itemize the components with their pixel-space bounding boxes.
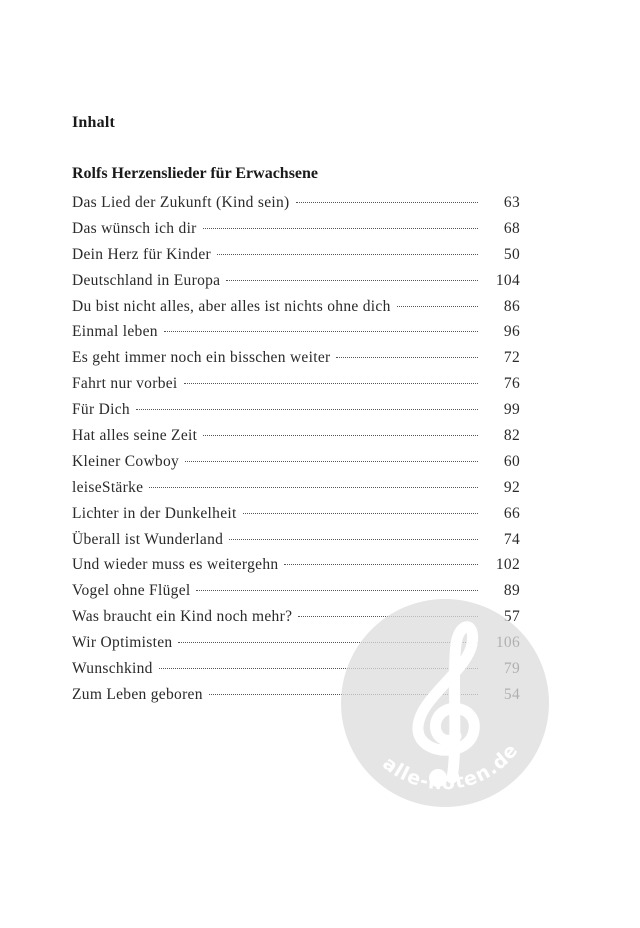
toc-entry-page: 102: [495, 556, 520, 574]
section-title: Rolfs Herzenslieder für Erwachsene: [72, 165, 319, 182]
toc-entry: [72, 552, 520, 578]
dot-leader: [284, 564, 478, 565]
dot-leader: [226, 280, 478, 281]
dot-leader: [296, 202, 478, 203]
toc-entry-title: Vogel ohne Flügel: [72, 582, 191, 600]
dot-leader: [229, 539, 478, 540]
dot-leader: [203, 435, 478, 436]
toc-entry-title: Einmal leben: [72, 323, 158, 341]
toc-entry-page: 96: [503, 323, 520, 341]
dot-leader: [203, 228, 478, 229]
dot-leader: [243, 513, 478, 514]
toc-entry-title: Deutschland in Europa: [72, 271, 221, 289]
toc-entry-page: 99: [503, 401, 520, 419]
toc-entry-page: 89: [503, 582, 520, 600]
toc-entry: [72, 371, 520, 397]
toc-entry: [72, 294, 520, 320]
toc-entry-page: 50: [503, 245, 520, 263]
toc-entry-title: Du bist nicht alles, aber alles ist nichts ohne dich: [72, 297, 391, 315]
toc-entry-page: 74: [503, 530, 520, 548]
toc-entry-title: Was braucht ein Kind noch mehr?: [72, 608, 293, 626]
toc-entry-page: 63: [503, 194, 520, 211]
toc-entry-page: 57: [503, 608, 520, 626]
toc-entry: [72, 397, 520, 423]
dot-leader: [149, 487, 478, 488]
toc-entry: [72, 449, 520, 475]
toc-entry-title: leiseStärke: [72, 478, 144, 496]
toc-entry-title: Überall ist Wunderland: [72, 530, 224, 548]
page-title: Inhalt: [72, 114, 115, 131]
toc-entry-title: Und wieder muss es weitergehn: [72, 556, 279, 574]
dot-leader: [136, 409, 478, 410]
toc-entry-page: 60: [503, 452, 520, 470]
toc-entry: [72, 527, 520, 553]
toc-entry-title: Hat alles seine Zeit: [72, 427, 198, 445]
toc-entry-page: 82: [503, 427, 520, 445]
toc-entry-title: Kleiner Cowboy: [72, 452, 180, 470]
toc-entry: [72, 268, 520, 294]
toc-entry-page: 76: [503, 375, 520, 393]
toc-entry-title: Das wünsch ich dir: [72, 219, 197, 237]
dot-leader: [184, 383, 478, 384]
toc-entry-title: Dein Herz für Kinder: [72, 245, 211, 263]
watermark-text: alle-noten.de: [378, 739, 523, 795]
dot-leader: [196, 590, 478, 591]
dot-leader: [164, 331, 478, 332]
toc-entry-title: Für Dich: [72, 401, 130, 419]
dot-leader: [397, 306, 478, 307]
toc-entry: [72, 345, 520, 371]
toc-entry-page: 86: [503, 297, 520, 315]
toc-entry-page: 66: [503, 504, 520, 522]
toc-entry: [72, 423, 520, 449]
toc-entry: [72, 501, 520, 527]
watermark-logo: [338, 596, 552, 810]
toc-entry-title: Wunschkind: [72, 660, 153, 678]
toc-entry-page: 92: [503, 478, 520, 496]
toc-entry-page: 104: [495, 271, 520, 289]
toc-entry: [72, 190, 520, 216]
toc-entry-title: Wir Optimisten: [72, 634, 173, 652]
toc-entry-title: Es geht immer noch ein bisschen weiter: [72, 349, 331, 367]
toc-entry-page: 68: [503, 219, 520, 237]
toc-entry-title: Fahrt nur vorbei: [72, 375, 178, 393]
dot-leader: [217, 254, 478, 255]
toc-entry-page: 72: [503, 349, 520, 367]
toc-entry: [72, 216, 520, 242]
toc-entry: [72, 475, 520, 501]
toc-entry-title: Zum Leben geboren: [72, 685, 203, 703]
dot-leader: [336, 357, 478, 358]
dot-leader: [185, 461, 478, 462]
toc-entry: [72, 242, 520, 268]
toc-entry-title: Lichter in der Dunkelheit: [72, 504, 237, 522]
toc-entry-title: Das Lied der Zukunft (Kind sein): [72, 194, 290, 211]
toc-entry: [72, 319, 520, 345]
